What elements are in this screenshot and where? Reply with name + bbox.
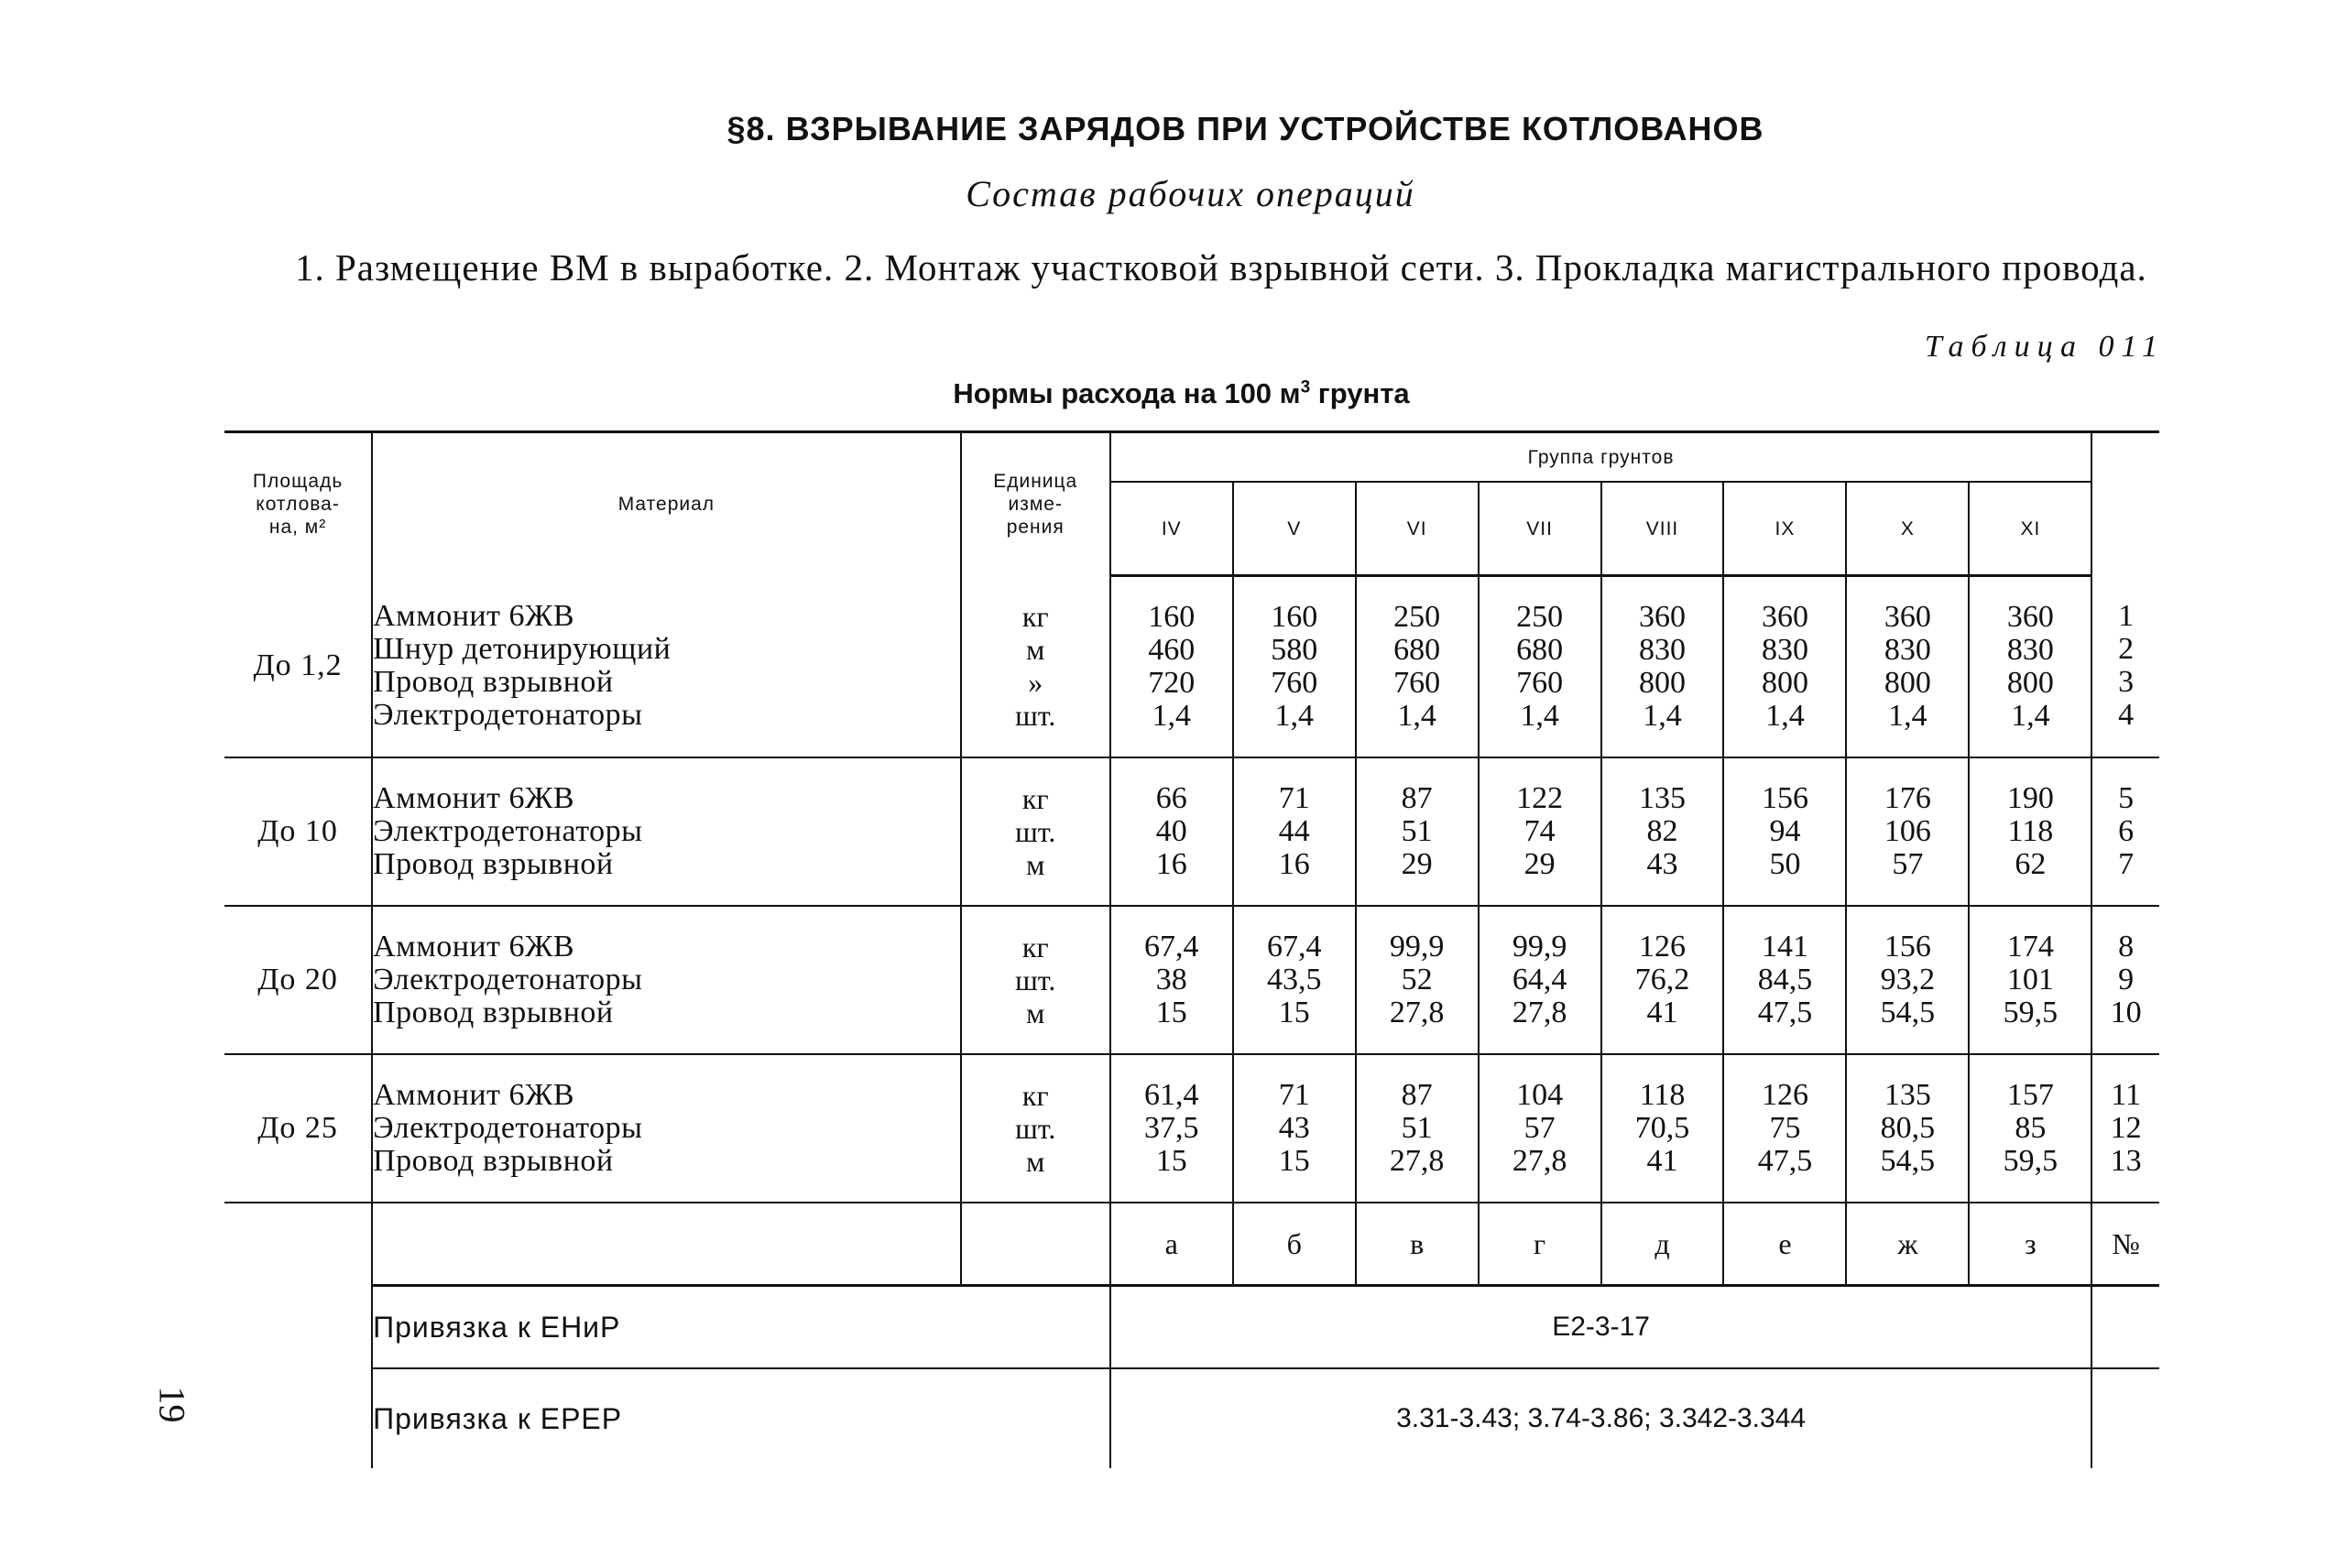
norm-value: 360 xyxy=(2006,600,2054,634)
norm-value: 57 xyxy=(1523,1111,1556,1145)
table-caption xyxy=(0,377,2326,410)
material-cell xyxy=(372,1054,961,1203)
norm-value: 62 xyxy=(2015,847,2047,881)
column-letter: ж xyxy=(1846,1203,1969,1286)
norm-value: 122 xyxy=(1516,781,1564,815)
norm-cell xyxy=(1356,576,1479,758)
norm-value: 830 xyxy=(1884,633,1931,667)
norm-value: 760 xyxy=(1516,666,1564,700)
norm-value: 64,4 xyxy=(1512,963,1567,996)
material-name: Провод взрывной xyxy=(373,665,614,700)
column-letter: в xyxy=(1356,1203,1479,1286)
norm-value: 680 xyxy=(1393,633,1441,667)
norm-value: 59,5 xyxy=(2003,996,2058,1029)
norm-value: 250 xyxy=(1393,600,1441,634)
material-name: Шнур детонирующий xyxy=(373,632,672,667)
row-number: 8 xyxy=(2118,930,2135,964)
material-name: Провод взрывной xyxy=(373,996,614,1029)
row-number: 2 xyxy=(2118,632,2135,667)
unit-value: м xyxy=(1026,633,1045,667)
norm-value: 66 xyxy=(1155,781,1187,815)
table-caption-superscript: 3 xyxy=(1300,377,1311,397)
norm-value: 190 xyxy=(2006,781,2054,815)
area-cell: До 10 xyxy=(224,757,372,906)
norm-cell xyxy=(1969,906,2091,1054)
norm-value: 176 xyxy=(1884,781,1931,815)
rownum-cell xyxy=(2091,1054,2159,1203)
norm-value: 15 xyxy=(1155,1144,1187,1178)
material-name: Электродетонаторы xyxy=(373,963,643,996)
norm-value: 360 xyxy=(1639,600,1687,634)
norm-cell xyxy=(1601,576,1724,758)
norm-value: 160 xyxy=(1271,600,1318,634)
norm-value: 1,4 xyxy=(1765,699,1805,733)
norm-value: 74 xyxy=(1523,814,1556,848)
binding-value: Е2-3-17 xyxy=(1110,1286,2092,1369)
rownum-cell xyxy=(2091,757,2159,906)
norm-cell xyxy=(1356,906,1479,1054)
norm-value: 27,8 xyxy=(1389,1144,1445,1178)
norm-value: 99,9 xyxy=(1512,930,1567,964)
norm-cell xyxy=(1233,576,1356,758)
rownum-cell xyxy=(2091,576,2159,758)
norm-value: 1,4 xyxy=(1152,699,1192,733)
norm-value: 29 xyxy=(1523,847,1556,881)
unit-value: шт. xyxy=(1015,699,1056,733)
column-letter: е xyxy=(1723,1203,1846,1286)
norm-value: 250 xyxy=(1516,600,1564,634)
norm-value: 1,4 xyxy=(2011,699,2050,733)
binding-label: Привязка к ЕРЕР xyxy=(372,1368,1110,1468)
norm-value: 94 xyxy=(1769,814,1801,848)
unit-value: кг xyxy=(1021,782,1049,815)
norm-value: 43,5 xyxy=(1266,963,1322,996)
rownum-cell xyxy=(2091,906,2159,1054)
unit-value: м xyxy=(1026,848,1045,881)
norm-value: 27,8 xyxy=(1512,996,1567,1029)
binding-row xyxy=(224,1368,2159,1468)
norm-value: 157 xyxy=(2006,1078,2054,1112)
unit-value: кг xyxy=(1021,1079,1049,1112)
binding-label: Привязка к ЕНиР xyxy=(372,1286,1110,1369)
norm-cell xyxy=(1233,757,1356,906)
table-block-row xyxy=(224,576,2159,758)
unit-value: шт. xyxy=(1015,964,1056,996)
row-number: 10 xyxy=(2110,996,2142,1029)
material-name: Электродетонаторы xyxy=(373,1111,643,1145)
norm-cell xyxy=(1846,906,1969,1054)
table-body xyxy=(224,576,2159,1469)
norm-value: 1,4 xyxy=(1520,699,1559,733)
material-name: Провод взрывной xyxy=(373,847,614,881)
norm-cell xyxy=(1723,757,1846,906)
norm-value: 101 xyxy=(2006,963,2054,996)
norm-cell xyxy=(1233,1054,1356,1203)
material-name: Электродетонаторы xyxy=(373,814,643,848)
norm-value: 156 xyxy=(1761,781,1808,815)
norm-value: 800 xyxy=(2006,666,2054,700)
unit-cell xyxy=(961,757,1110,906)
header-soil-group: Группа грунтов xyxy=(1110,432,2092,483)
header-group-iv: IV xyxy=(1110,482,1233,576)
empty-cell xyxy=(372,1203,961,1286)
norm-value: 87 xyxy=(1401,1078,1433,1112)
unit-value: шт. xyxy=(1015,815,1056,848)
unit-value: м xyxy=(1026,1145,1045,1178)
norm-cell xyxy=(1601,906,1724,1054)
empty-cell xyxy=(224,1203,372,1286)
norm-value: 800 xyxy=(1884,666,1931,700)
norm-value: 135 xyxy=(1884,1078,1931,1112)
norm-value: 16 xyxy=(1278,847,1310,881)
header-group-viii: VIII xyxy=(1601,482,1724,576)
norm-value: 99,9 xyxy=(1389,930,1445,964)
norm-cell xyxy=(1110,906,1233,1054)
norm-value: 80,5 xyxy=(1880,1111,1936,1145)
area-cell: До 1,2 xyxy=(224,576,372,758)
norm-value: 59,5 xyxy=(2003,1144,2058,1178)
header-unit: Единица изме- рения xyxy=(961,432,1110,576)
row-number: 9 xyxy=(2118,963,2135,996)
header-group-v: V xyxy=(1233,482,1356,576)
column-letter: г xyxy=(1479,1203,1601,1286)
norm-cell xyxy=(1356,1054,1479,1203)
norm-cell xyxy=(1846,576,1969,758)
norm-cell xyxy=(1479,576,1601,758)
norm-value: 71 xyxy=(1278,781,1310,815)
norm-cell xyxy=(1601,757,1724,906)
row-number: 7 xyxy=(2118,847,2135,881)
norm-value: 800 xyxy=(1761,666,1808,700)
column-letter: д xyxy=(1601,1203,1724,1286)
norm-value: 118 xyxy=(1639,1078,1686,1112)
table-block-row xyxy=(224,906,2159,1054)
norm-cell xyxy=(1723,576,1846,758)
empty-cell xyxy=(224,1368,372,1468)
norm-value: 43 xyxy=(1646,847,1678,881)
column-letters-row xyxy=(224,1203,2159,1286)
norm-value: 52 xyxy=(1401,963,1433,996)
norm-value: 830 xyxy=(1639,633,1687,667)
column-letter: а xyxy=(1110,1203,1233,1286)
norm-value: 27,8 xyxy=(1512,1144,1567,1178)
header-group-x: X xyxy=(1846,482,1969,576)
page-number: 19 xyxy=(151,1386,193,1423)
norm-value: 44 xyxy=(1278,814,1310,848)
section-subheading: Состав рабочих операций xyxy=(966,173,1415,214)
norm-value: 93,2 xyxy=(1880,963,1936,996)
norm-value: 160 xyxy=(1148,600,1196,634)
norm-value: 38 xyxy=(1155,963,1187,996)
area-cell: До 20 xyxy=(224,906,372,1054)
material-cell xyxy=(372,576,961,758)
unit-cell xyxy=(961,906,1110,1054)
norm-value: 50 xyxy=(1769,847,1801,881)
row-number: 13 xyxy=(2110,1144,2142,1178)
row-number: 12 xyxy=(2110,1111,2142,1145)
row-number: 6 xyxy=(2118,814,2135,848)
table-block-row xyxy=(224,1054,2159,1203)
norm-cell xyxy=(1846,1054,1969,1203)
material-cell xyxy=(372,757,961,906)
header-rownum xyxy=(2091,432,2159,576)
unit-value: кг xyxy=(1021,931,1049,964)
norm-cell xyxy=(1110,757,1233,906)
unit-value: шт. xyxy=(1015,1112,1056,1145)
norm-value: 61,4 xyxy=(1144,1078,1199,1112)
empty-cell xyxy=(961,1203,1110,1286)
norm-value: 141 xyxy=(1761,930,1808,964)
norm-value: 82 xyxy=(1646,814,1678,848)
norm-value: 87 xyxy=(1401,781,1433,815)
operations-paragraph: 1. Размещение ВМ в выработке. 2. Монтаж участковой взрывной сети. 3. Прокладка магистрального провода. xyxy=(295,246,2147,289)
norm-value: 830 xyxy=(1761,633,1808,667)
norm-value: 360 xyxy=(1884,600,1931,634)
norm-value: 40 xyxy=(1155,814,1187,848)
norm-value: 67,4 xyxy=(1266,930,1322,964)
empty-cell xyxy=(224,1286,372,1369)
material-name: Провод взрывной xyxy=(373,1144,614,1178)
norm-cell xyxy=(1356,757,1479,906)
table-caption-text: Нормы расхода на 100 м xyxy=(953,377,1301,409)
norm-cell xyxy=(1846,757,1969,906)
norm-cell xyxy=(1969,757,2091,906)
norm-cell xyxy=(1110,1054,1233,1203)
norm-value: 126 xyxy=(1639,930,1687,964)
norm-value: 84,5 xyxy=(1757,963,1813,996)
material-name: Электродетонаторы xyxy=(373,698,643,733)
norm-value: 830 xyxy=(2006,633,2054,667)
norm-cell xyxy=(1479,1054,1601,1203)
norm-value: 47,5 xyxy=(1757,996,1813,1029)
norm-value: 54,5 xyxy=(1880,996,1936,1029)
norm-cell xyxy=(1723,1054,1846,1203)
row-number: 11 xyxy=(2111,1078,2142,1112)
column-letter: б xyxy=(1233,1203,1356,1286)
norm-value: 580 xyxy=(1271,633,1318,667)
norm-value: 106 xyxy=(1884,814,1931,848)
norm-value: 54,5 xyxy=(1880,1144,1936,1178)
norm-value: 75 xyxy=(1769,1111,1801,1145)
norm-value: 135 xyxy=(1639,781,1687,815)
norm-value: 27,8 xyxy=(1389,996,1445,1029)
norm-value: 760 xyxy=(1271,666,1318,700)
norm-value: 16 xyxy=(1155,847,1187,881)
unit-value: » xyxy=(1028,666,1043,700)
number-sign: № xyxy=(2091,1203,2159,1286)
norm-cell xyxy=(1969,576,2091,758)
norm-value: 460 xyxy=(1148,633,1196,667)
norm-value: 57 xyxy=(1892,847,1924,881)
norm-cell xyxy=(1601,1054,1724,1203)
norm-value: 15 xyxy=(1278,996,1310,1029)
norm-value: 720 xyxy=(1148,666,1196,700)
row-number: 1 xyxy=(2118,599,2135,634)
norm-cell xyxy=(1969,1054,2091,1203)
table-block-row xyxy=(224,757,2159,906)
norm-value: 37,5 xyxy=(1144,1111,1199,1145)
material-cell xyxy=(372,906,961,1054)
table-number: Таблица 011 xyxy=(1924,330,2165,364)
norm-value: 104 xyxy=(1516,1078,1564,1112)
norm-value: 51 xyxy=(1401,1111,1433,1145)
header-area: Площадь котлова- на, м² xyxy=(224,432,372,576)
norm-cell xyxy=(1110,576,1233,758)
header-material: Материал xyxy=(372,432,961,576)
norm-value: 800 xyxy=(1639,666,1687,700)
row-number: 4 xyxy=(2118,698,2135,733)
norm-value: 1,4 xyxy=(1643,699,1682,733)
unit-value: м xyxy=(1026,996,1045,1029)
area-cell: До 25 xyxy=(224,1054,372,1203)
header-group-vi: VI xyxy=(1356,482,1479,576)
unit-cell xyxy=(961,1054,1110,1203)
norm-value: 41 xyxy=(1646,996,1678,1029)
norm-value: 71 xyxy=(1278,1078,1310,1112)
norms-table xyxy=(224,430,2159,1468)
row-number: 5 xyxy=(2118,781,2135,815)
empty-cell xyxy=(2091,1368,2159,1468)
binding-row xyxy=(224,1286,2159,1369)
norm-value: 70,5 xyxy=(1634,1111,1690,1145)
norm-value: 51 xyxy=(1401,814,1433,848)
column-letter: з xyxy=(1969,1203,2091,1286)
norm-value: 360 xyxy=(1761,600,1808,634)
header-group-xi: XI xyxy=(1969,482,2091,576)
norm-value: 15 xyxy=(1155,996,1187,1029)
norm-value: 118 xyxy=(2007,814,2054,848)
header-group-ix: IX xyxy=(1723,482,1846,576)
unit-value: кг xyxy=(1021,600,1049,634)
material-name: Аммонит 6ЖВ xyxy=(373,599,575,634)
norm-value: 29 xyxy=(1401,847,1433,881)
norm-value: 85 xyxy=(2015,1111,2047,1145)
norm-cell xyxy=(1723,906,1846,1054)
norm-value: 1,4 xyxy=(1888,699,1927,733)
empty-cell xyxy=(2091,1286,2159,1369)
norm-cell xyxy=(1233,906,1356,1054)
norm-value: 15 xyxy=(1278,1144,1310,1178)
unit-cell xyxy=(961,576,1110,758)
norm-cell xyxy=(1479,906,1601,1054)
norm-value: 76,2 xyxy=(1634,963,1690,996)
norm-value: 760 xyxy=(1393,666,1441,700)
norm-value: 67,4 xyxy=(1144,930,1199,964)
norm-value: 47,5 xyxy=(1757,1144,1813,1178)
norm-value: 680 xyxy=(1516,633,1564,667)
norm-value: 174 xyxy=(2006,930,2054,964)
table-caption-text-end: грунта xyxy=(1310,377,1410,409)
binding-value: 3.31-3.43; 3.74-3.86; 3.342-3.344 xyxy=(1110,1368,2092,1468)
row-number: 3 xyxy=(2118,665,2135,700)
header-group-vii: VII xyxy=(1479,482,1601,576)
norm-value: 126 xyxy=(1761,1078,1808,1112)
norm-value: 43 xyxy=(1278,1111,1310,1145)
material-name: Аммонит 6ЖВ xyxy=(373,930,575,964)
material-name: Аммонит 6ЖВ xyxy=(373,1078,575,1112)
norm-value: 1,4 xyxy=(1274,699,1314,733)
norm-cell xyxy=(1479,757,1601,906)
norm-value: 1,4 xyxy=(1397,699,1436,733)
material-name: Аммонит 6ЖВ xyxy=(373,781,575,815)
norm-value: 156 xyxy=(1884,930,1931,964)
norm-value: 41 xyxy=(1646,1144,1678,1178)
section-heading: §8. ВЗРЫВАНИЕ ЗАРЯДОВ ПРИ УСТРОЙСТВЕ КОТЛОВАНОВ xyxy=(726,110,1764,147)
